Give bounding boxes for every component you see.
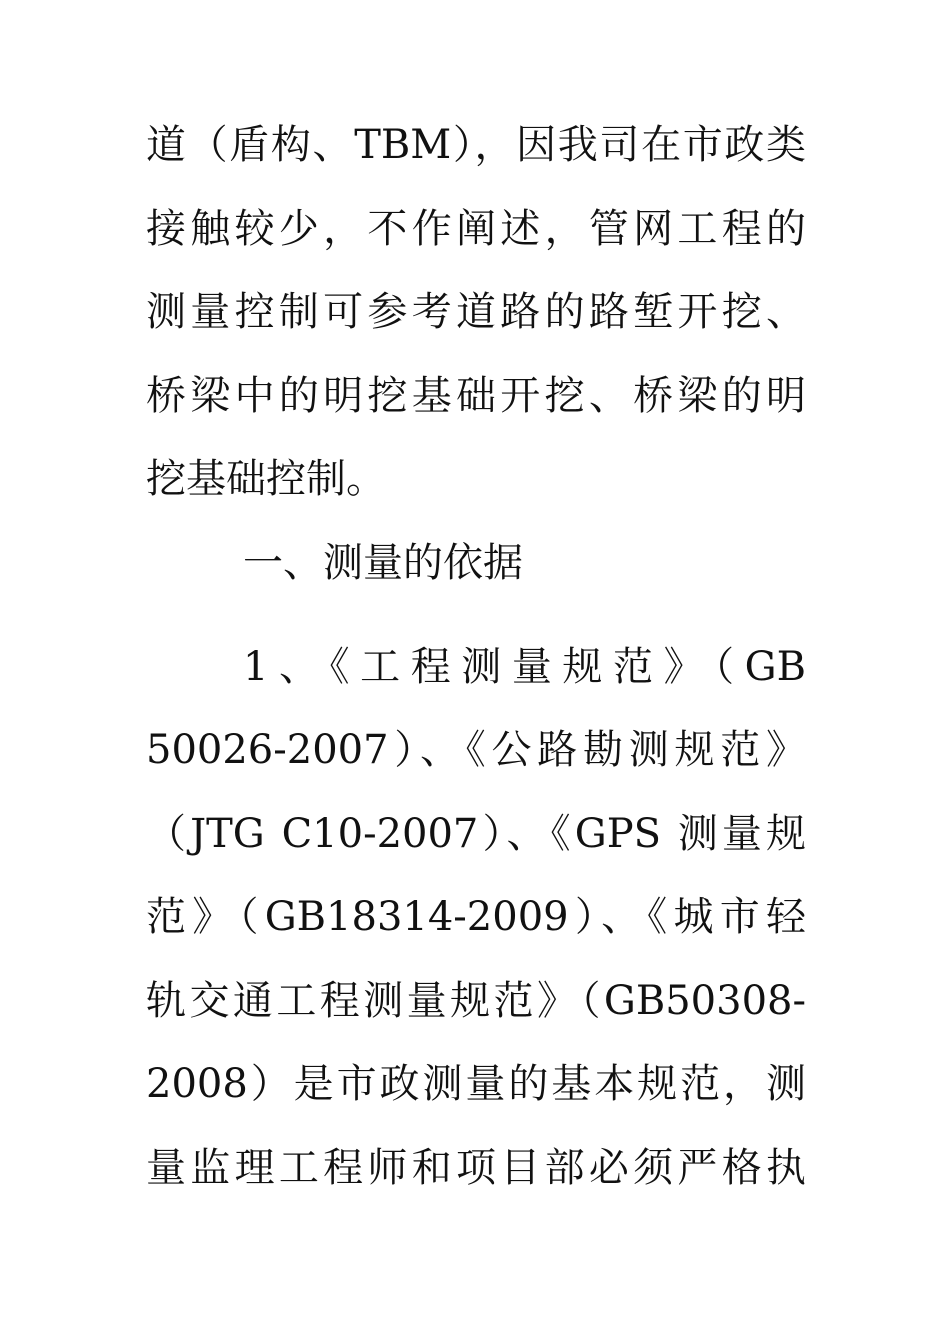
item-1-line-7: 量监理工程师和项目部必须严格执	[146, 1145, 806, 1191]
item-1-line-6: 2008）是市政测量的基本规范，测	[146, 1061, 806, 1107]
section-heading: 一、测量的依据	[243, 540, 523, 586]
item-1-line-3: （JTG C10-2007）、《GPS 测量规	[146, 811, 806, 857]
paragraph-line-2: 接触较少，不作阐述，管网工程的	[146, 206, 806, 252]
paragraph-line-3: 测量控制可参考道路的路堑开挖、	[146, 289, 806, 335]
paragraph-line-5: 挖基础控制。	[146, 456, 386, 502]
item-1-line-4: 范》（GB18314-2009）、《城市轻	[146, 894, 806, 940]
paragraph-line-1: 道（盾构、TBM），因我司在市政类	[146, 122, 806, 168]
paragraph-line-4: 桥梁中的明挖基础开挖、桥梁的明	[146, 373, 806, 419]
item-1-line-1: 1、《工程测量规范》（GB	[243, 644, 806, 690]
item-1-line-2: 50026-2007）、《公路勘测规范》	[146, 727, 806, 773]
item-1-line-5: 轨交通工程测量规范》（GB50308-	[146, 978, 806, 1024]
